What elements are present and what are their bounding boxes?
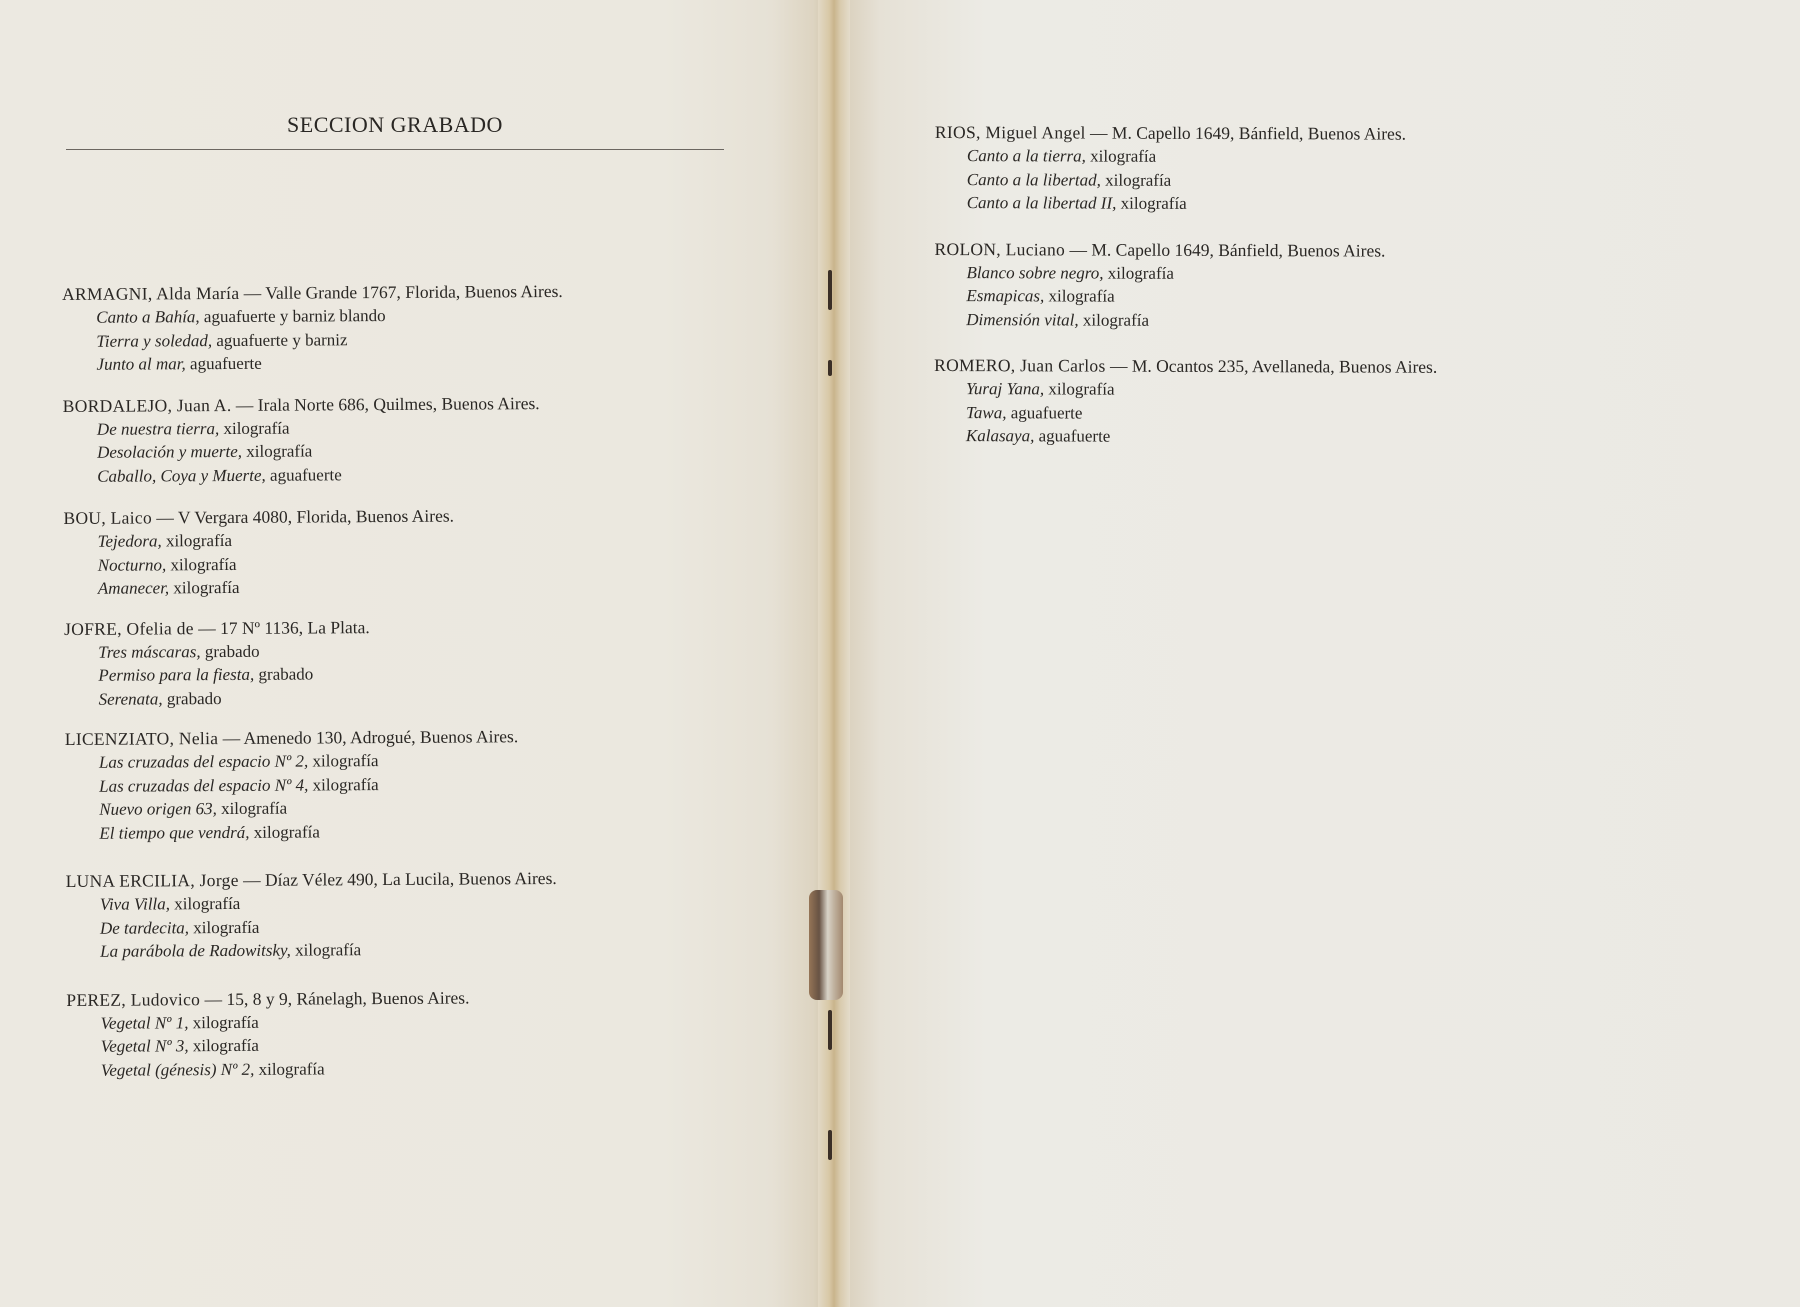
artist-address: M. Capello 1649, Bánfield, Buenos Aires. bbox=[1111, 122, 1407, 144]
artist-name: JOFRE, Ofelia de bbox=[64, 617, 194, 639]
work-title: Canto a la libertad II, bbox=[966, 193, 1117, 213]
work-technique: xilografía bbox=[1048, 286, 1115, 306]
work-title: Caballo, Coya y Muerte, bbox=[97, 465, 266, 486]
work-title: De nuestra tierra, bbox=[96, 418, 220, 439]
works-list bbox=[63, 413, 763, 488]
work-technique: xilografía bbox=[295, 940, 362, 960]
address-separator: — bbox=[151, 507, 178, 528]
work-title: Canto a Bahía, bbox=[96, 307, 200, 327]
work-technique: xilografía bbox=[1090, 146, 1157, 166]
binding-stitch bbox=[828, 1130, 832, 1160]
binding-stitch bbox=[828, 270, 832, 310]
work-title: Amanecer, bbox=[97, 578, 170, 598]
work-title: Desolación y muerte, bbox=[96, 441, 243, 462]
binding-stitch bbox=[828, 360, 832, 376]
artist-name: PEREZ, Ludovico bbox=[66, 988, 201, 1010]
work-technique: aguafuerte y barniz bbox=[216, 329, 348, 350]
work-title: Nocturno, bbox=[97, 554, 167, 575]
work-item bbox=[98, 573, 764, 601]
work-title: Tejedora, bbox=[97, 531, 162, 551]
work-item bbox=[966, 401, 1674, 427]
artist-address: V Vergara 4080, Florida, Buenos Aires. bbox=[177, 505, 455, 528]
work-technique: grabado bbox=[258, 664, 314, 684]
artist-entry bbox=[63, 502, 764, 601]
artist-entry bbox=[934, 236, 1674, 333]
work-title: El tiempo que vendrá, bbox=[99, 822, 250, 843]
artist-address: M. Capello 1649, Bánfield, Buenos Aires. bbox=[1091, 239, 1386, 261]
works-list bbox=[64, 526, 764, 601]
work-technique: aguafuerte y barniz blando bbox=[203, 306, 386, 327]
address-separator: — bbox=[218, 727, 244, 749]
works-list bbox=[934, 260, 1674, 333]
artist-entry bbox=[66, 865, 767, 964]
title-rule bbox=[66, 149, 724, 150]
address-separator: — bbox=[1065, 238, 1092, 260]
works-list bbox=[62, 302, 762, 377]
work-item bbox=[967, 144, 1675, 170]
works-list bbox=[935, 144, 1675, 217]
artist-line bbox=[935, 120, 1675, 147]
artist-name: ROMERO, Juan Carlos bbox=[934, 354, 1106, 376]
work-technique: xilografía bbox=[220, 798, 288, 819]
work-technique: xilografía bbox=[312, 774, 379, 794]
work-item bbox=[99, 817, 765, 845]
artist-name: BORDALEJO, Juan A. bbox=[62, 394, 232, 416]
work-item bbox=[966, 284, 1674, 310]
work-title: Vegetal Nº 3, bbox=[100, 1036, 189, 1056]
work-item bbox=[98, 683, 764, 711]
work-technique: xilografía bbox=[1107, 263, 1174, 283]
work-technique: aguafuerte bbox=[269, 464, 342, 485]
work-technique: xilografía bbox=[1048, 379, 1115, 399]
address-separator: — bbox=[193, 617, 221, 638]
work-title: Tawa, bbox=[965, 402, 1007, 422]
artist-line bbox=[935, 236, 1675, 263]
artist-list-right bbox=[934, 120, 1675, 472]
artist-address: Díaz Vélez 490, La Lucila, Buenos Aires. bbox=[264, 867, 557, 890]
work-title: Dimensión vital, bbox=[966, 309, 1079, 330]
artist-address: 17 Nº 1136, La Plata. bbox=[220, 616, 370, 638]
artist-address: Amenedo 130, Adrogué, Buenos Aires. bbox=[243, 726, 519, 748]
work-title: Canto a la libertad, bbox=[966, 169, 1101, 190]
work-title: Las cruzadas del espacio Nº 4, bbox=[99, 775, 309, 796]
work-technique: aguafuerte bbox=[189, 353, 262, 374]
work-title: Tierra y soledad, bbox=[96, 330, 213, 351]
work-title: Nuevo origen 63, bbox=[99, 799, 217, 819]
work-technique: grabado bbox=[204, 641, 260, 661]
work-item bbox=[966, 261, 1674, 287]
work-title: La parábola de Radowitsky, bbox=[100, 940, 291, 961]
book-gutter bbox=[818, 0, 850, 1307]
artist-entry bbox=[62, 278, 763, 377]
work-item bbox=[967, 191, 1675, 217]
address-separator: — bbox=[1105, 355, 1132, 376]
work-technique: aguafuerte bbox=[1038, 426, 1111, 446]
artist-address: 15, 8 y 9, Ránelagh, Buenos Aires. bbox=[226, 987, 470, 1009]
artist-entry bbox=[63, 389, 764, 488]
works-list bbox=[934, 377, 1674, 450]
binding-stitch bbox=[828, 1010, 832, 1050]
artist-address: M. Ocantos 235, Avellaneda, Buenos Aires. bbox=[1131, 355, 1438, 377]
artist-address: Irala Norte 686, Quilmes, Buenos Aires. bbox=[257, 392, 540, 415]
binding-tear bbox=[809, 890, 843, 1000]
artist-line bbox=[934, 353, 1674, 380]
works-list bbox=[65, 747, 766, 845]
work-title: Serenata, bbox=[98, 688, 163, 709]
work-title: Vegetal (génesis) Nº 2, bbox=[100, 1059, 255, 1080]
works-list bbox=[66, 889, 766, 964]
artist-entry bbox=[64, 612, 765, 711]
work-title: Canto a la tierra, bbox=[966, 146, 1086, 166]
work-technique: xilografía bbox=[174, 893, 241, 914]
work-technique: xilografía bbox=[1120, 193, 1187, 213]
work-title: Permiso para la fiesta, bbox=[98, 664, 255, 685]
work-technique: xilografía bbox=[246, 441, 313, 461]
work-technique: xilografía bbox=[192, 1012, 259, 1032]
artist-address: Valle Grande 1767, Florida, Buenos Aires. bbox=[265, 280, 563, 303]
work-item bbox=[96, 349, 762, 377]
work-item bbox=[97, 460, 763, 488]
work-technique: xilografía bbox=[253, 821, 320, 842]
work-title: Las cruzadas del espacio Nº 2, bbox=[98, 751, 309, 772]
work-technique: xilografía bbox=[192, 1035, 259, 1056]
work-title: Blanco sobre negro, bbox=[966, 262, 1104, 283]
work-technique: xilografía bbox=[173, 577, 240, 598]
work-title: Yuraj Yana, bbox=[966, 379, 1045, 399]
work-technique: xilografía bbox=[1105, 170, 1172, 190]
works-list bbox=[64, 636, 764, 711]
address-separator: — bbox=[239, 282, 266, 303]
work-technique: xilografía bbox=[193, 917, 260, 937]
work-item bbox=[967, 168, 1675, 194]
works-list bbox=[66, 1007, 766, 1082]
work-technique: xilografía bbox=[165, 530, 233, 551]
work-technique: xilografía bbox=[170, 554, 237, 574]
artist-name: ARMAGNI, Alda María bbox=[62, 282, 240, 304]
work-technique: grabado bbox=[166, 688, 222, 708]
work-item bbox=[100, 936, 766, 964]
work-technique: xilografía bbox=[258, 1058, 325, 1079]
work-item bbox=[966, 377, 1674, 403]
address-separator: — bbox=[238, 869, 266, 890]
artist-name: BOU, Laico bbox=[63, 507, 153, 528]
address-separator: — bbox=[200, 988, 227, 1009]
work-technique: aguafuerte bbox=[1010, 402, 1083, 423]
artist-name: LUNA ERCILIA, Jorge bbox=[65, 869, 239, 891]
artist-entry bbox=[935, 120, 1675, 217]
work-item bbox=[101, 1054, 767, 1082]
work-technique: xilografía bbox=[312, 751, 379, 771]
work-technique: xilografía bbox=[1082, 310, 1150, 330]
work-item bbox=[966, 424, 1674, 450]
work-title: Viva Villa, bbox=[99, 894, 171, 914]
artist-name: ROLON, Luciano bbox=[934, 238, 1066, 259]
work-title: Kalasaya, bbox=[965, 426, 1035, 446]
work-title: De tardecita, bbox=[99, 917, 190, 938]
address-separator: — bbox=[231, 394, 258, 415]
work-title: Esmapicas, bbox=[966, 286, 1045, 306]
artist-entry bbox=[934, 353, 1674, 450]
work-item bbox=[966, 308, 1674, 334]
work-title: Vegetal Nº 1, bbox=[100, 1012, 189, 1033]
artist-name: LICENZIATO, Nelia bbox=[64, 728, 219, 749]
artist-entry bbox=[66, 983, 767, 1082]
artist-entry bbox=[65, 723, 766, 845]
section-title: SECCION GRABADO bbox=[287, 112, 503, 137]
work-technique: xilografía bbox=[223, 418, 290, 438]
work-title: Tres máscaras, bbox=[98, 641, 201, 662]
artist-name: RIOS, Miguel Angel bbox=[934, 121, 1086, 143]
artist-list-left bbox=[62, 278, 767, 1100]
work-title: Junto al mar, bbox=[96, 354, 186, 374]
address-separator: — bbox=[1085, 122, 1112, 143]
